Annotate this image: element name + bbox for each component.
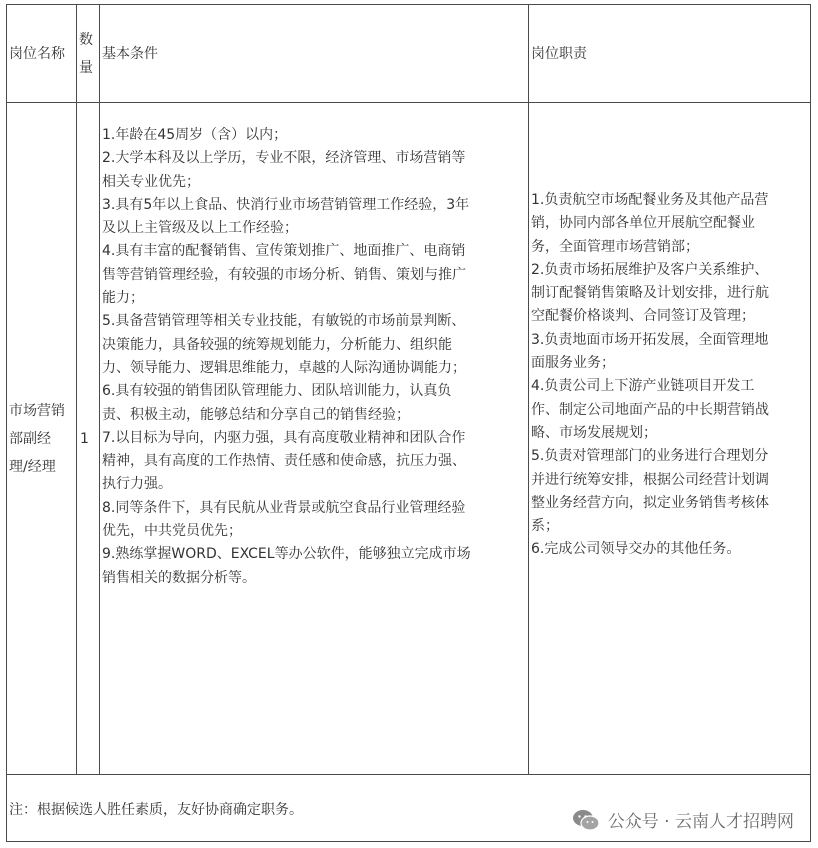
- duty-line: 销，协同内部各单位开展航空配餐业: [531, 215, 755, 232]
- duty-line: 务，全面管理市场营销部；: [531, 238, 699, 255]
- conditions-cell: [102, 124, 471, 590]
- duty-line: 作、制定公司地面产品的中长期营销战: [531, 401, 769, 418]
- condition-line: 3.具有5年以上食品、快消行业市场营销管理工作经验，3年: [102, 196, 470, 213]
- header-position-name: 岗位名称: [9, 46, 65, 62]
- condition-line: 优先，中共党员优先；: [102, 523, 242, 540]
- column-divider: [76, 5, 77, 775]
- job-table: [6, 4, 811, 842]
- watermark: [572, 807, 794, 832]
- condition-line: 9.熟练掌握WORD、EXCEL等办公软件，能够独立完成市场: [102, 546, 471, 563]
- duty-line: 6.完成公司领导交办的其他任务。: [531, 541, 741, 558]
- duty-line: 略、市场发展规划；: [531, 424, 657, 441]
- duty-line: 系；: [531, 518, 559, 535]
- duty-line: 面服务业务；: [531, 355, 615, 372]
- duty-line: 4.负责公司上下游产业链项目开发工: [531, 378, 755, 395]
- condition-line: 执行力强。: [102, 476, 172, 493]
- column-divider: [99, 5, 100, 775]
- condition-line: 力、领导能力、逻辑思维能力，卓越的人际沟通协调能力；: [102, 359, 466, 376]
- header-duties: 岗位职责: [531, 46, 587, 62]
- header-quantity-top: 数: [79, 32, 93, 48]
- header-quantity-bottom: 量: [79, 60, 93, 76]
- condition-line: 1.年龄在45周岁（含）以内；: [102, 127, 288, 143]
- condition-line: 5.具备营销管理等相关专业技能，有敏锐的市场前景判断、: [102, 313, 466, 330]
- duty-line: 整业务经营方向，拟定业务销售考核体: [531, 494, 769, 511]
- watermark-text: 公众号 · 云南人才招聘网: [607, 812, 794, 832]
- quantity-value: 1: [80, 431, 89, 447]
- row-divider: [7, 774, 810, 775]
- condition-line: 2.大学本科及以上学历，专业不限，经济管理、市场营销等: [102, 150, 466, 167]
- wechat-icon: [572, 809, 600, 831]
- footer-note: 注：根据候选人胜任素质，友好协商确定职务。: [9, 802, 303, 818]
- condition-line: 能力；: [102, 290, 144, 307]
- duty-line: 3.负责地面市场开拓发展，全面管理地: [531, 331, 769, 348]
- condition-line: 决策能力，具备较强的统筹规划能力，分析能力、组织能: [102, 336, 452, 353]
- position-name-line: 部副经: [9, 431, 51, 447]
- duties-cell: [531, 189, 769, 562]
- row-divider: [7, 102, 810, 103]
- condition-line: 8.同等条件下，具有民航从业背景或航空食品行业管理经验: [102, 499, 466, 516]
- column-divider: [528, 5, 529, 775]
- condition-line: 精神，具有高度的工作热情、责任感和使命感，抗压力强、: [102, 453, 466, 470]
- condition-line: 销售相关的数据分析等。: [102, 569, 256, 586]
- duty-line: 空配餐价格谈判、合同签订及管理；: [531, 308, 755, 325]
- duty-line: 1.负责航空市场配餐业务及其他产品营: [531, 192, 769, 208]
- condition-line: 4.具有丰富的配餐销售、宣传策划推广、地面推广、电商销: [102, 243, 466, 260]
- condition-line: 责、积极主动，能够总结和分享自己的销售经验；: [102, 406, 410, 423]
- condition-line: 相关专业优先；: [102, 173, 200, 190]
- header-conditions: 基本条件: [102, 46, 158, 62]
- condition-line: 及以上主管级及以上工作经验；: [102, 220, 298, 237]
- condition-line: 7.以目标为导向，内驱力强，具有高度敬业精神和团队合作: [102, 429, 466, 446]
- duty-line: 制订配餐销售策略及计划安排，进行航: [531, 285, 769, 302]
- position-name-line: 市场营销: [9, 403, 65, 419]
- duty-line: 5.负责对管理部门的业务进行合理划分: [531, 448, 769, 465]
- duty-line: 并进行统筹安排，根据公司经营计划调: [531, 471, 769, 488]
- position-name-line: 理/经理: [9, 459, 56, 475]
- position-name-cell: [9, 397, 65, 481]
- condition-line: 6.具有较强的销售团队管理能力、团队培训能力，认真负: [102, 383, 452, 400]
- duty-line: 2.负责市场拓展维护及客户关系维护、: [531, 261, 769, 278]
- condition-line: 售等营销管理经验，有较强的市场分析、销售、策划与推广: [102, 266, 466, 283]
